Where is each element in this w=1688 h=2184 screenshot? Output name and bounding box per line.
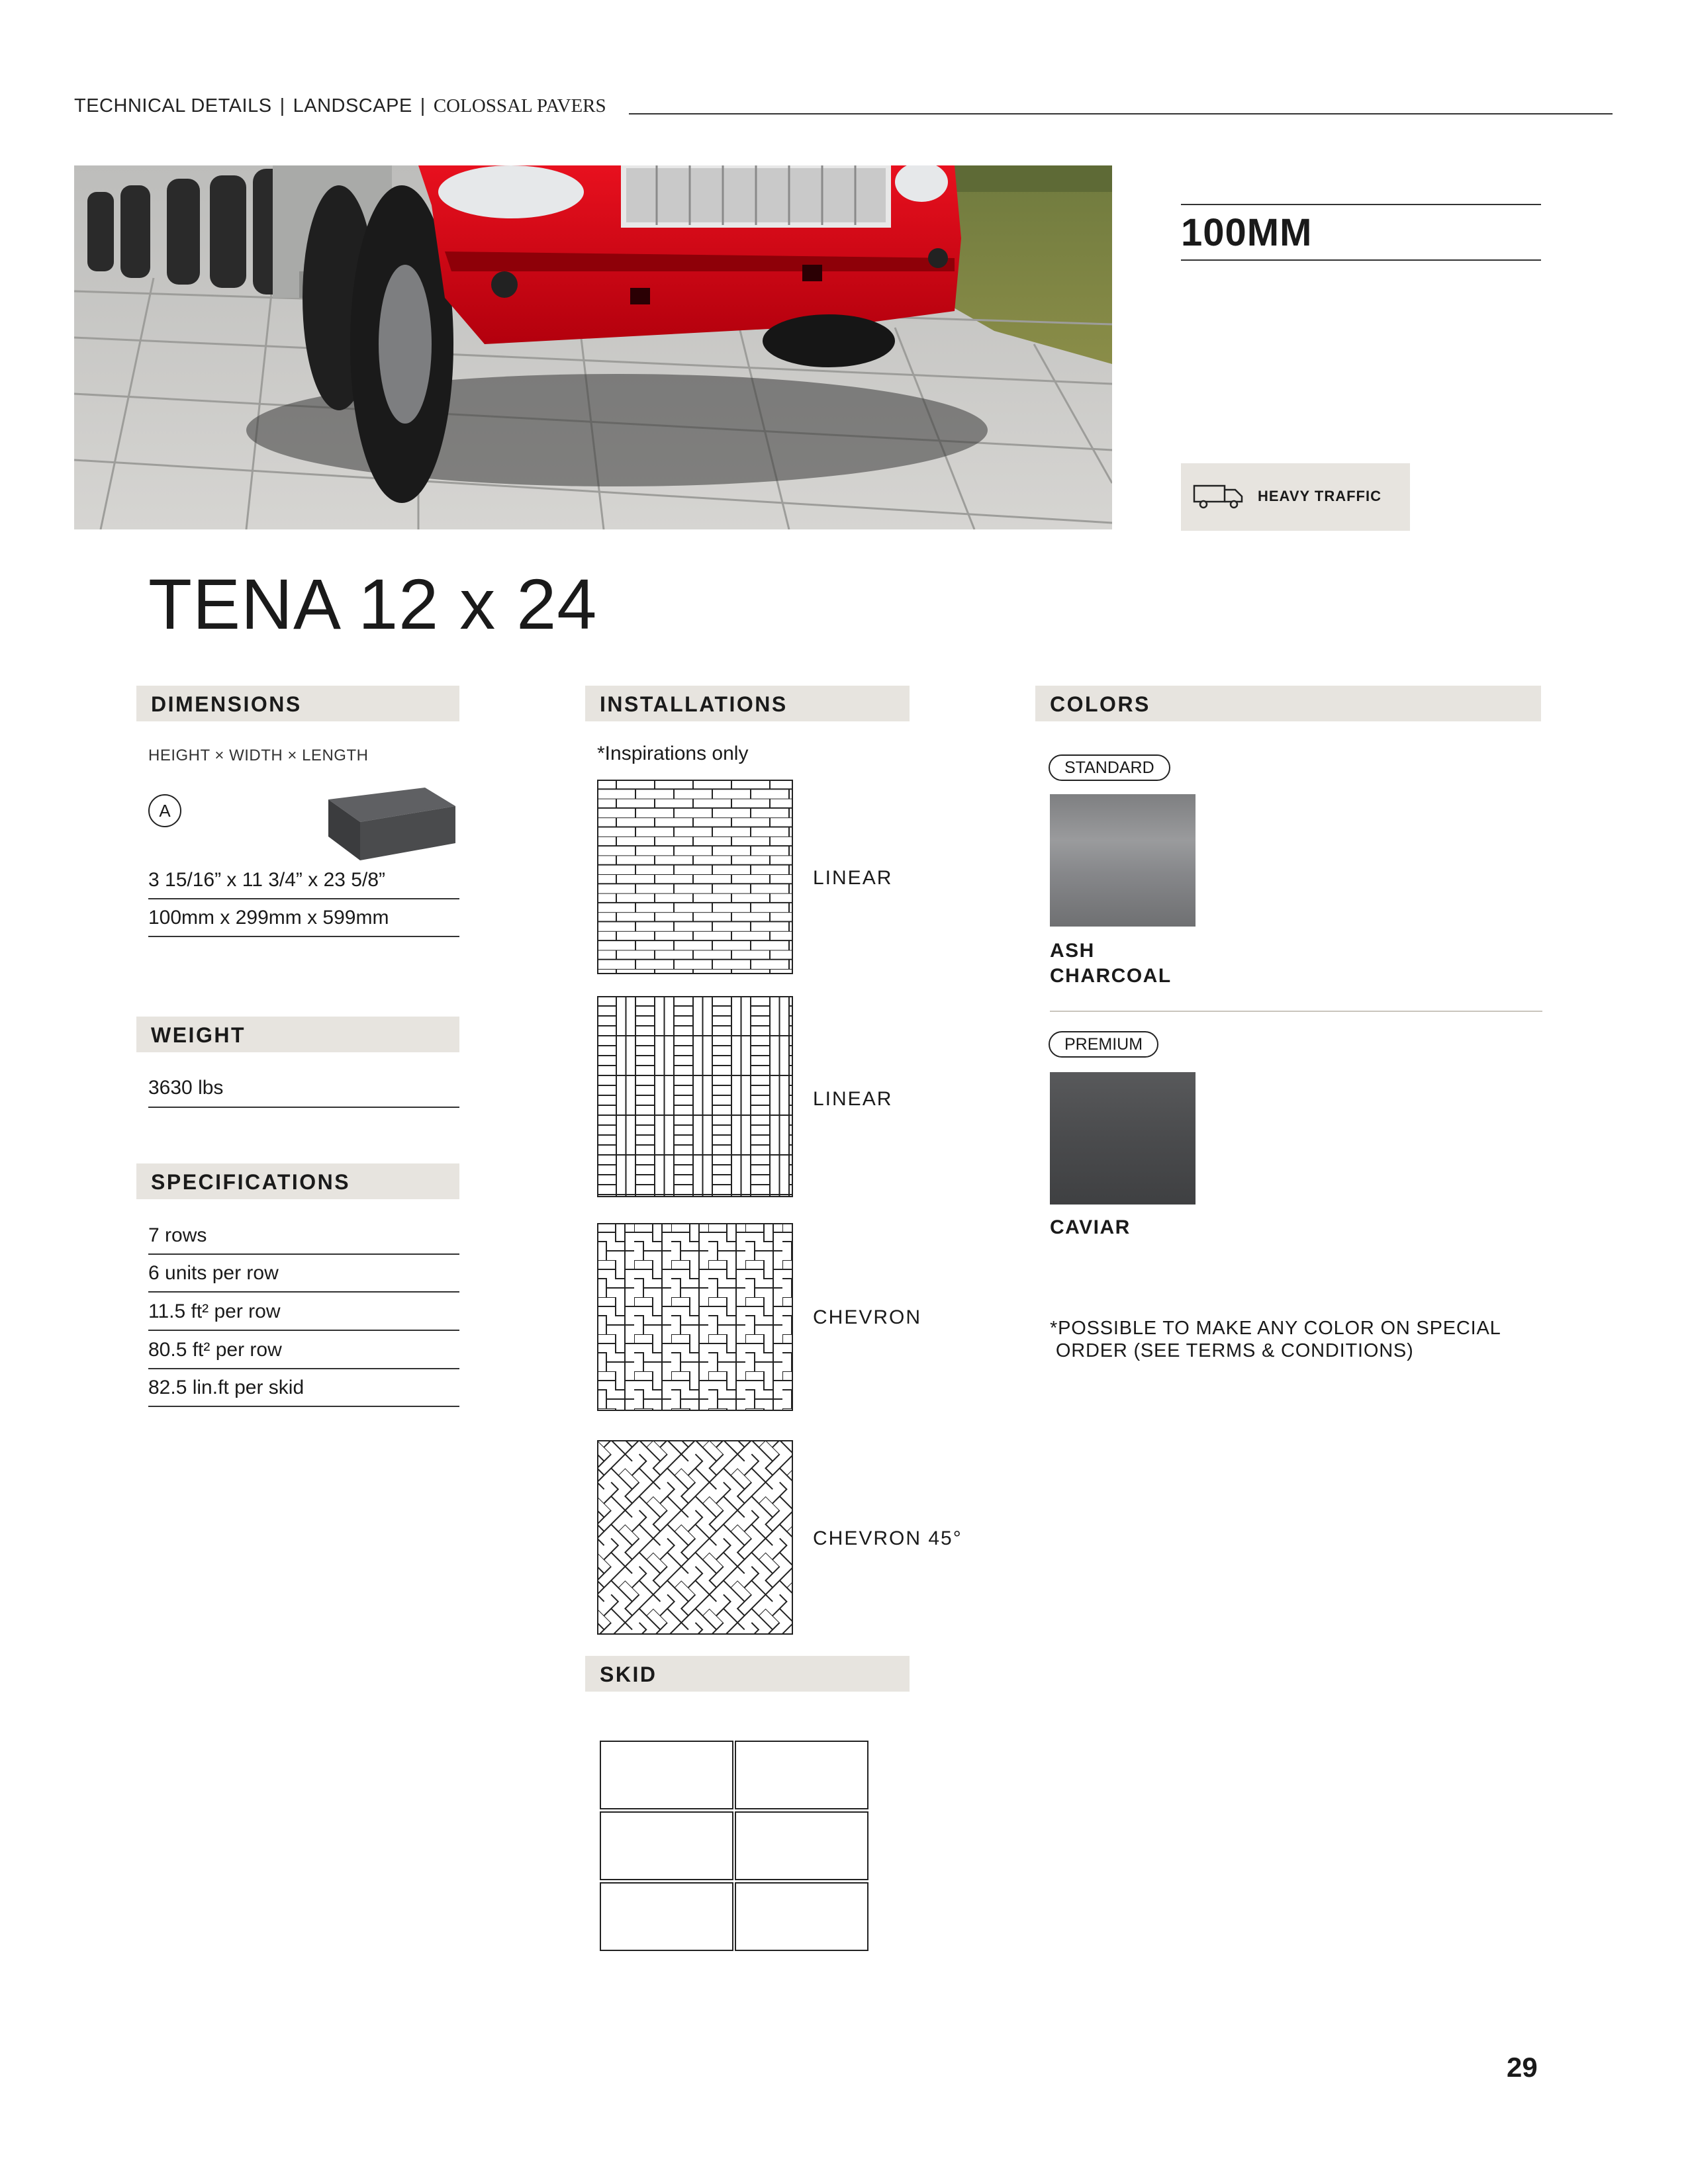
breadcrumb-separator: |	[279, 95, 285, 116]
pattern-chevron-45	[597, 1440, 793, 1638]
skid-unit	[735, 1882, 868, 1951]
divider	[148, 1368, 459, 1369]
spec-row: 11.5 ft² per row	[148, 1300, 281, 1322]
divider	[148, 898, 459, 899]
divider	[148, 1291, 459, 1293]
divider	[148, 1253, 459, 1255]
swatch-ash-charcoal[interactable]	[1050, 794, 1196, 927]
skid-unit	[735, 1811, 868, 1880]
pattern-label: LINEAR	[813, 1088, 893, 1110]
swatch-caviar[interactable]	[1050, 1072, 1196, 1205]
skid-unit	[600, 1811, 733, 1880]
premium-tag: PREMIUM	[1049, 1031, 1158, 1058]
breadcrumb-technical-details[interactable]: TECHNICAL DETAILS	[74, 95, 272, 116]
installations-heading: INSTALLATIONS	[585, 686, 910, 721]
weight-heading: WEIGHT	[136, 1017, 459, 1052]
pattern-chevron	[597, 1223, 793, 1414]
thickness-rule-bottom	[1181, 259, 1541, 261]
breadcrumb-landscape[interactable]: LANDSCAPE	[293, 95, 412, 116]
skid-unit	[600, 1882, 733, 1951]
divider	[148, 1107, 459, 1108]
skid-diagram	[600, 1741, 868, 1951]
spec-row: 80.5 ft² per row	[148, 1339, 282, 1361]
traffic-badge	[1181, 463, 1410, 531]
header-rule	[629, 113, 1613, 114]
spec-row: 6 units per row	[148, 1262, 279, 1284]
pattern-linear-running-bond	[597, 780, 793, 978]
product-title: TENA 12 x 24	[148, 564, 598, 644]
divider	[148, 1330, 459, 1331]
thickness-rule-top	[1181, 204, 1541, 205]
divider	[1050, 1011, 1542, 1012]
dimensions-subheading: HEIGHT × WIDTH × LENGTH	[148, 747, 369, 764]
traffic-label: HEAVY TRAFFIC	[1258, 488, 1382, 504]
skid-heading: SKID	[585, 1656, 910, 1692]
page-number: 29	[1507, 2052, 1538, 2083]
color-special-order-note: *POSSIBLE TO MAKE ANY COLOR ON SPECIAL ORDER (SEE TERMS & CONDITIONS)	[1050, 1318, 1501, 1361]
installations-note: *Inspirations only	[597, 743, 749, 764]
dimensions-heading: DIMENSIONS	[136, 686, 459, 721]
paver-thumbnail	[319, 788, 458, 864]
standard-tag: STANDARD	[1049, 754, 1170, 781]
pattern-label: CHEVRON	[813, 1306, 922, 1328]
breadcrumb	[74, 95, 606, 117]
thickness-label: 100MM	[1181, 211, 1313, 254]
pattern-linear-basket	[597, 996, 793, 1201]
spec-row: 82.5 lin.ft per skid	[148, 1377, 305, 1398]
divider	[148, 1406, 459, 1407]
dimension-badge: A	[148, 794, 181, 827]
breadcrumb-colossal-pavers[interactable]: COLOSSAL PAVERS	[433, 95, 606, 116]
pattern-label: LINEAR	[813, 867, 893, 889]
dimension-metric: 100mm x 299mm x 599mm	[148, 907, 389, 929]
divider	[148, 936, 459, 937]
skid-unit	[735, 1741, 868, 1809]
color-name-ash-charcoal: ASH CHARCOAL	[1050, 940, 1172, 987]
hero-photo-truck-on-pavers	[74, 165, 1112, 529]
breadcrumb-separator: |	[420, 95, 426, 116]
colors-heading: COLORS	[1035, 686, 1541, 721]
weight-value: 3630 lbs	[148, 1077, 224, 1099]
spec-row: 7 rows	[148, 1224, 207, 1246]
skid-unit	[600, 1741, 733, 1809]
color-name-caviar: CAVIAR	[1050, 1216, 1131, 1238]
specifications-heading: SPECIFICATIONS	[136, 1163, 459, 1199]
truck-icon	[1193, 483, 1244, 510]
dimension-imperial: 3 15/16” x 11 3/4” x 23 5/8”	[148, 869, 385, 891]
pattern-label: CHEVRON 45°	[813, 1527, 962, 1549]
